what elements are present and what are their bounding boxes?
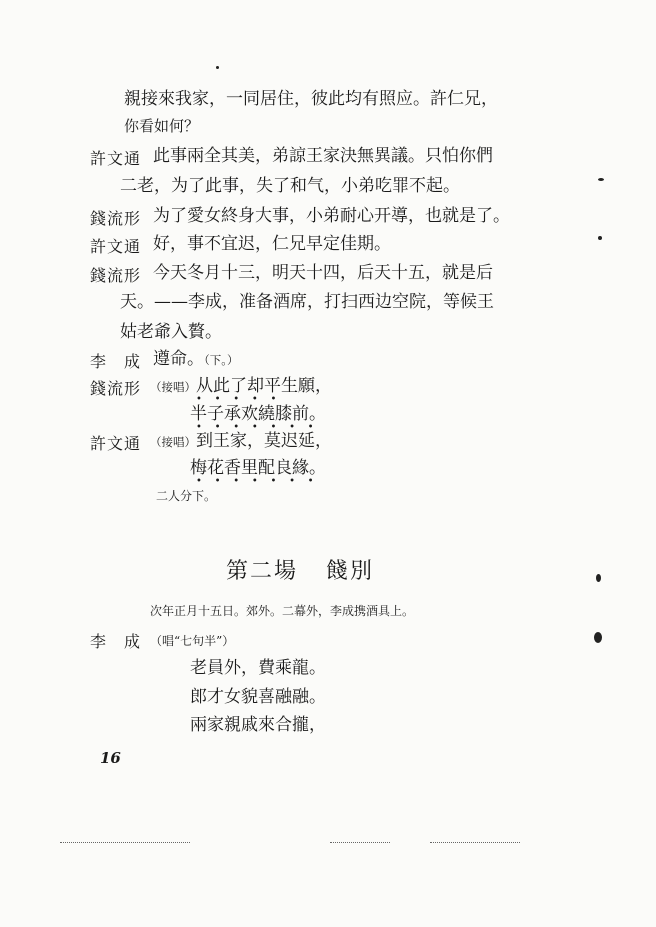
dialogue-line: 今天冬月十三，明天十四，后天十五，就是后 bbox=[153, 263, 493, 283]
dialogue-line: 親接來我家，一同居住，彼此均有照应。許仁兄， bbox=[124, 89, 498, 109]
scan-artifact bbox=[330, 842, 390, 844]
scene-heading bbox=[226, 554, 374, 585]
scan-speck bbox=[598, 236, 602, 240]
scan-speck bbox=[596, 574, 601, 582]
emphasis-dots: • • • • • • • bbox=[196, 476, 314, 487]
scene-direction: 次年正月十五日。郊外。二幕外，李成携酒具上。 bbox=[150, 604, 415, 618]
dialogue-line: 为了愛女終身大事，小弟耐心开導，也就是了。 bbox=[153, 206, 510, 226]
dialogue-line: 遵命。（下。） bbox=[153, 349, 239, 369]
emphasis-dots: • • • • • • • bbox=[196, 422, 314, 433]
scan-artifact bbox=[60, 842, 190, 844]
sung-line: （接唱）从此了却平生願， bbox=[150, 376, 332, 396]
speaker-label: 錢流形 bbox=[90, 266, 142, 285]
scan-speck bbox=[594, 632, 602, 643]
speaker-label: 許文通 bbox=[90, 434, 142, 453]
scan-artifact bbox=[430, 842, 520, 844]
dialogue-line: 天。——李成，准备酒席，打扫西边空院，等候王 bbox=[120, 292, 494, 312]
emphasis-dots: • • • • • bbox=[196, 394, 277, 405]
stage-direction: 二人分下。 bbox=[156, 489, 217, 503]
stage-note: （接唱） bbox=[150, 435, 196, 449]
song-verse: 郎才女貌喜融融。 bbox=[190, 687, 326, 707]
sung-line: 半子承欢繞膝前。 bbox=[190, 404, 326, 424]
scan-speck bbox=[598, 178, 604, 181]
dialogue-line: 你看如何？ bbox=[124, 117, 200, 135]
speaker-label: 李 成 bbox=[90, 352, 142, 371]
stage-note: （唱“七句半”） bbox=[150, 634, 235, 648]
sung-line: （接唱）到王家，莫迟延， bbox=[150, 431, 332, 451]
song-verse: 老員外，費乘龍。 bbox=[190, 658, 326, 678]
scene-number: 第二場 bbox=[226, 559, 299, 584]
song-verse: 兩家親戚來合攏， bbox=[190, 715, 326, 735]
dialogue-line: 此事兩全其美，弟諒王家決無異議。只怕你們 bbox=[153, 146, 493, 166]
sung-line: 梅花香里配良緣。 bbox=[190, 458, 326, 478]
dialogue-line: 好，事不宜迟，仁兄早定佳期。 bbox=[153, 234, 391, 254]
speaker-label: 李 成 bbox=[90, 632, 142, 651]
speaker-label: 錢流形 bbox=[90, 209, 142, 228]
dialogue-line: 姑老爺入贅。 bbox=[120, 322, 222, 342]
scene-name: 餞別 bbox=[326, 559, 375, 584]
stage-note: （接唱） bbox=[150, 380, 196, 394]
speaker-label: 許文通 bbox=[90, 149, 142, 168]
page-number: 16 bbox=[100, 749, 121, 767]
speaker-label: 許文通 bbox=[90, 237, 142, 256]
speaker-label: 錢流形 bbox=[90, 379, 142, 398]
scan-speck bbox=[216, 66, 219, 69]
dialogue-line: 二老，为了此事，失了和气，小弟吃罪不起。 bbox=[120, 176, 460, 196]
stage-note: （下。） bbox=[204, 353, 239, 367]
